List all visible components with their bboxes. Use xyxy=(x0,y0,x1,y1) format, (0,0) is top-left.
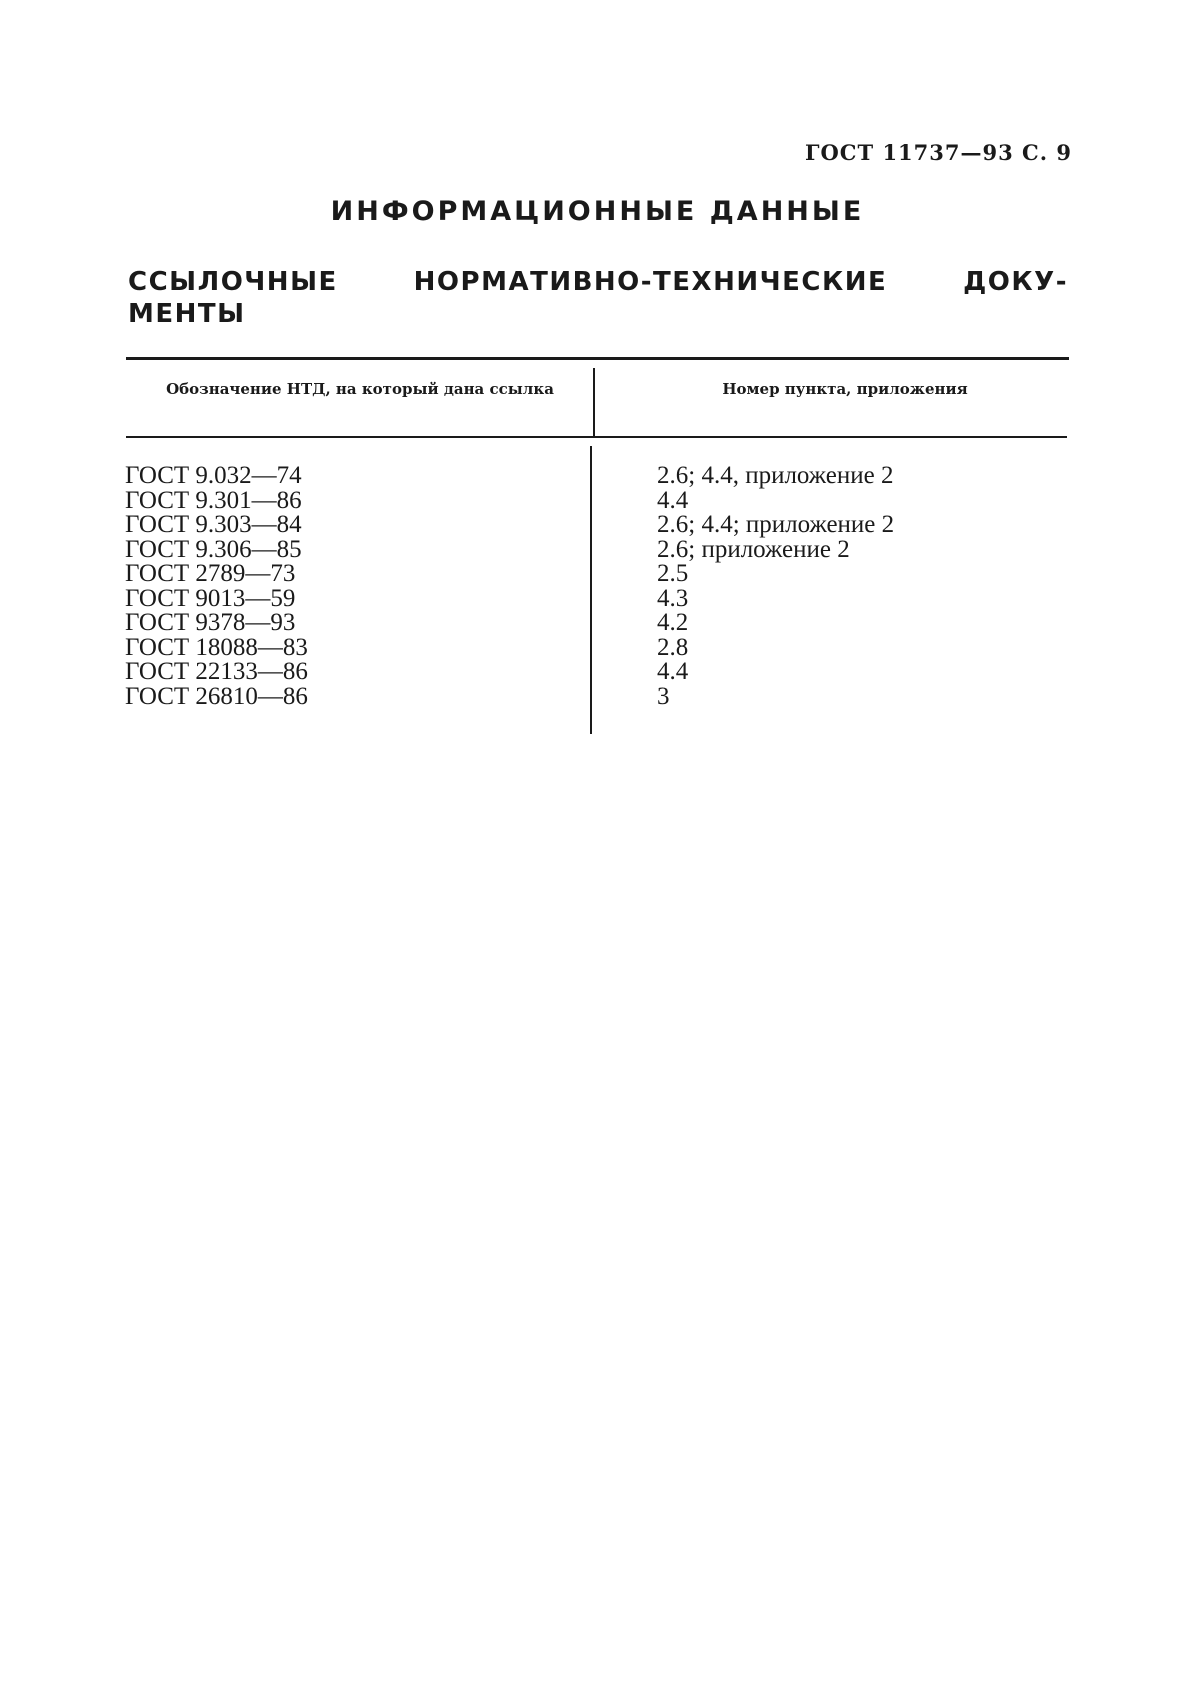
table-row-designation: ГОСТ 22133—86 xyxy=(125,658,308,685)
table-row-designation: ГОСТ 26810—86 xyxy=(125,682,308,710)
table-row-clause: 2.6; 4.4; приложение 2 xyxy=(657,511,895,538)
page-header: ГОСТ 11737—93 С. 9 xyxy=(805,140,1072,165)
table-row-clause: 2.8 xyxy=(657,633,689,661)
table-row-clause: 4.4 xyxy=(657,486,689,514)
clause-list xyxy=(657,464,894,709)
designation-list xyxy=(125,464,308,709)
column-divider-body xyxy=(590,446,592,734)
column-header-clause: Номер пункта, приложения xyxy=(722,380,968,398)
table-row-designation: ГОСТ 9013—59 xyxy=(125,584,296,612)
table-row-designation: ГОСТ 9.032—74 xyxy=(125,462,302,489)
table-row-clause: 2.6; 4.4, приложение 2 xyxy=(657,462,894,489)
table-row-clause: 4.4 xyxy=(657,658,689,685)
table-row-designation: ГОСТ 9.301—86 xyxy=(125,486,302,514)
section-title-line-1: ССЫЛОЧНЫЕ НОРМАТИВНО-ТЕХНИЧЕСКИЕ ДОКУ- xyxy=(128,267,1068,297)
document-title: ИНФОРМАЦИОННЫЕ ДАННЫЕ xyxy=(330,196,865,227)
table-row-designation: ГОСТ 2789—73 xyxy=(125,560,296,587)
section-title-line-2: МЕНТЫ xyxy=(128,299,246,329)
table-top-rule xyxy=(126,357,1069,360)
table-row-designation: ГОСТ 9378—93 xyxy=(125,609,296,636)
table-header-rule xyxy=(126,436,1067,438)
column-header-designation: Обозначение НТД, на который дана ссылка xyxy=(166,380,554,398)
column-divider-header xyxy=(593,368,595,436)
table-row-clause: 3 xyxy=(657,682,670,710)
table-row-designation: ГОСТ 9.306—85 xyxy=(125,535,302,563)
table-row-designation: ГОСТ 18088—83 xyxy=(125,633,308,661)
table-row-clause: 4.2 xyxy=(657,609,689,636)
table-row-designation: ГОСТ 9.303—84 xyxy=(125,511,302,538)
table-row-clause: 2.5 xyxy=(657,560,689,587)
table-row-clause: 2.6; приложение 2 xyxy=(657,535,850,563)
table-row-clause: 4.3 xyxy=(657,584,689,612)
